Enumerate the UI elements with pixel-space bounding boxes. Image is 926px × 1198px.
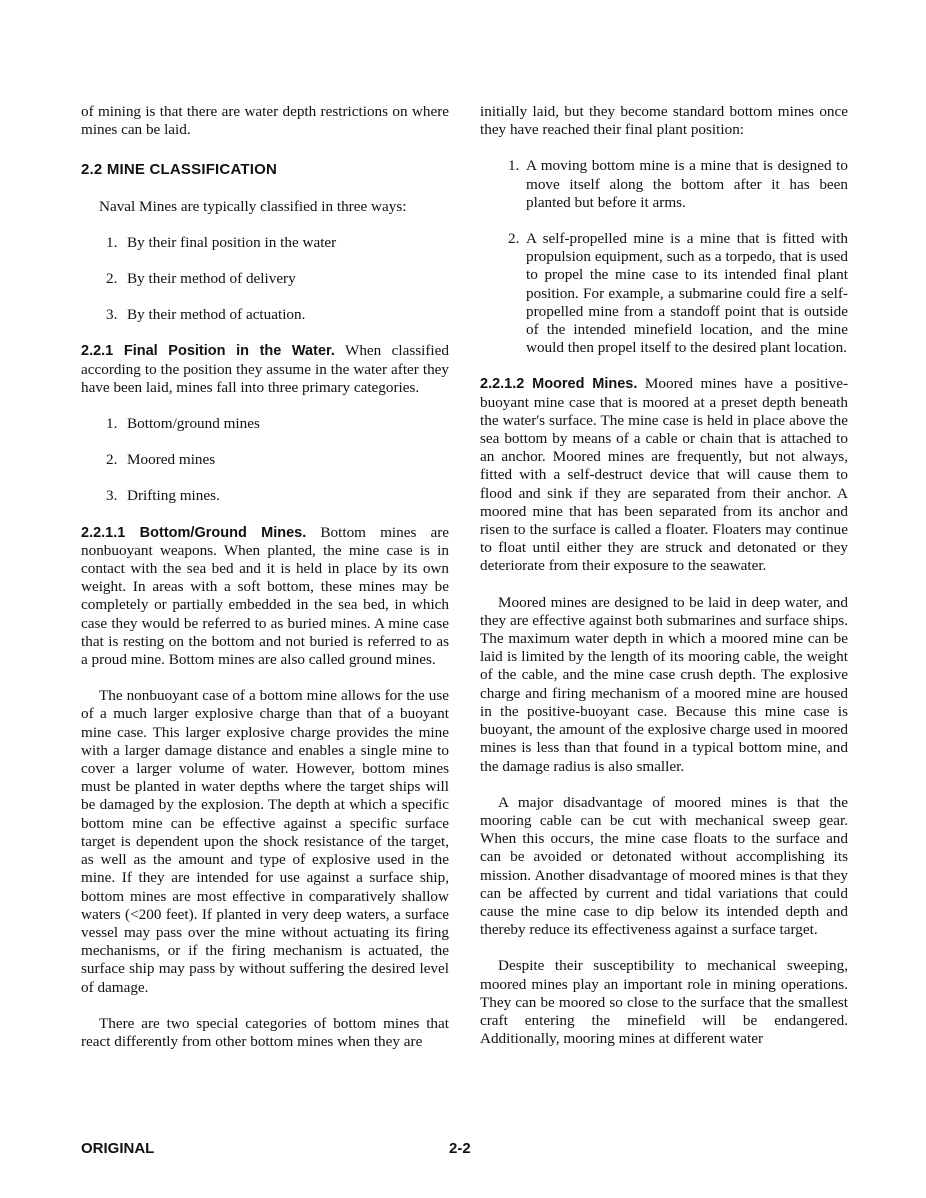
list-item: 1. A moving bottom mine is a mine that is designed to move itself along the bottom after it has been planted but before it arms. — [508, 157, 848, 211]
classification-intro: Naval Mines are typically classified in three ways: — [99, 197, 407, 215]
continuation-paragraph: initially laid, but they become standard bottom mines once they have reached their final plant position: — [480, 103, 848, 139]
list-item: 2. A self-propelled mine is a mine that is fitted with propulsion equipment, such as a torpedo, that is used to propel the mine case to its intended final plant position. For example, a submarine could fire a self-propelled mine from a standoff point that is outside of the intended minefield location, and the mine would then propel itself to the desired plant location. — [508, 230, 848, 357]
nonbuoyant-paragraph: The nonbuoyant case of a bottom mine allows for the use of a much larger explosive charge than that of a buoyant mine case. This larger explosive charge provides the mine with a larger damage distance and enables a single mine to cover a larger volume of water. However, bottom mines must be planted in water depths where the target ships will be damaged by the explosion. The depth at which a specific bottom mine can be effective against a specific surface target is dependent upon the shock resistance of the target, as well as the amount and type of explosive used in the mine. If they are intended for use against a surface ship, bottom mines are most effective in comparatively shallow waters (<200 feet). If planted in very deep waters, a surface vessel may pass over the mine without actuating its firing mechanisms, or if the firing mechanism is actuated, the surface ship may pass by without suffering the desired level of damage. — [81, 687, 449, 996]
section-2-2-1-2 — [480, 375, 848, 575]
section-2-2-1 — [81, 342, 449, 397]
position-list — [81, 415, 449, 506]
section-2-2-1-1 — [81, 524, 449, 670]
disadvantage-paragraph: A major disadvantage of moored mines is that the mooring cable can be cut with mechanical sweep gear. When this occurs, the mine case floats to the surface and can be avoided or detonated without accomplishing its mission. Another disadvantage of moored mines is that they can be affected by current and tidal variations that could cause the mine case to dip below its intended depth and thereby reduce its effectiveness against a surface target. — [480, 793, 848, 939]
section-2-2-1-text: When classified according to the position they assume in the water after they have been laid, mines fall into three primary categories. — [81, 342, 449, 396]
continuation-paragraph: of mining is that there are water depth restrictions on where mines can be laid. — [81, 103, 449, 139]
list-item: 3. Drifting mines. — [106, 487, 220, 505]
deep-water-paragraph: Moored mines are designed to be laid in deep water, and they are effective against both submarines and surface ships. The maximum water depth in which a moored mine can be laid is limited by the length of its mooring cable, the weight of the cable, and the mine case crush depth. The explosive charge and firing mechanism of a moored mine are housed in the positive-buoyant case. Because this mine case is buoyant, the amount of the explosive charge used in moored mines is less than that found in a typical bottom mine, and the damage radius is also smaller. — [480, 593, 848, 775]
list-item: 3. By their method of actuation. — [106, 306, 306, 324]
list-item: 1. By their final position in the water — [106, 233, 337, 251]
list-item: 2. By their method of delivery — [106, 270, 296, 288]
right-column — [480, 103, 848, 1048]
section-heading-2-2: 2.2 MINE CLASSIFICATION — [81, 161, 278, 179]
despite-paragraph: Despite their susceptibility to mechanical sweeping, moored mines play an important role in mining operations. They can be moored so close to the surface that the smallest craft entering the minefield will be endangered. Additionally, mooring mines at different water — [480, 957, 848, 1048]
section-2-2-1-title: 2.2.1 Final Position in the Water. — [81, 343, 335, 360]
page-number: 2-2 — [449, 1140, 471, 1157]
list-item: 1. Bottom/ground mines — [106, 415, 260, 433]
section-2-2-1-1-text: Bottom mines are nonbuoyant weapons. When planted, the mine case is in contact with the sea bed and it is held in place by its own weight. In areas with a soft bottom, these mines may be completely or partially embedded in the sea bed, in which case they would be referred to as buried mines. A mine case that is resting on the bottom and not buried is referred to as a proud mine. Bottom mines are also called ground mines. — [81, 523, 450, 669]
list-item: 2. Moored mines — [106, 451, 216, 469]
special-categories-paragraph: There are two special categories of bottom mines that react differently from other bottom mines when they are — [81, 1014, 449, 1050]
section-2-2-1-2-title: 2.2.1.2 Moored Mines. — [480, 376, 638, 393]
section-2-2-1-2-text: Moored mines have a positive-buoyant mine case that is moored at a preset depth beneath the water's surface. The mine case is held in place above the sea bottom by means of a cable or chain that is attached to an anchor. Moored mines are frequently, but not always, fitted with a self-destruct device that will cause them to flood and sink if they are separated from their anchor. A moored mine that has been separated from its anchor and risen to the surface is called a floater. Floaters may continue to float until either they are struck and detonated or they deteriorate from their exposure to the seawater. — [480, 375, 849, 575]
left-column — [81, 103, 449, 1051]
special-mines-list — [480, 157, 848, 357]
footer-original-label: ORIGINAL — [81, 1140, 155, 1157]
classification-list — [81, 234, 449, 325]
section-2-2-1-1-title: 2.2.1.1 Bottom/Ground Mines. — [81, 524, 307, 541]
